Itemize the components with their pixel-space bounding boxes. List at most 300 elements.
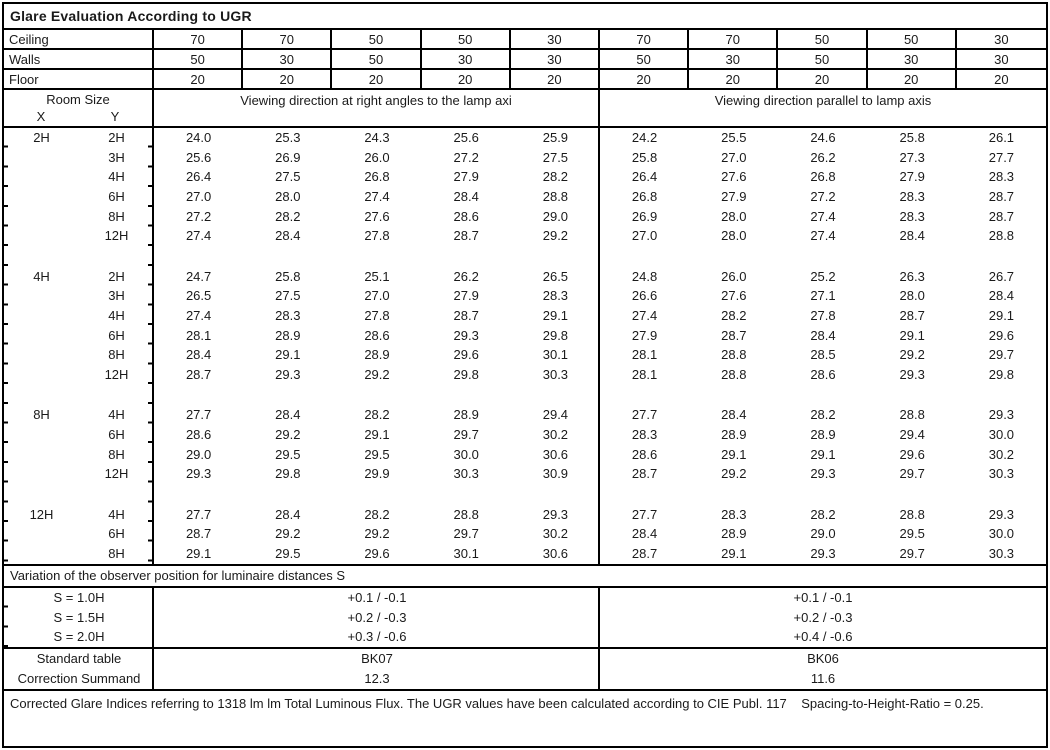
ugr-value: 29.1 — [364, 426, 390, 442]
ugr-value: 27.4 — [364, 189, 390, 205]
row-tick-marks-left — [4, 128, 8, 564]
block-gap — [4, 484, 1046, 505]
variation-left-value: +0.3 / -0.6 — [347, 629, 407, 645]
room-y-value: 4H — [108, 506, 125, 522]
variation-right-value: +0.1 / -0.1 — [793, 590, 853, 605]
ugr-value: 27.6 — [721, 288, 747, 304]
surface-value: 20 — [868, 70, 957, 88]
ugr-value: 29.3 — [988, 506, 1015, 522]
room-y-value: 12H — [104, 367, 129, 383]
ugr-value: 28.4 — [721, 407, 747, 423]
room-x-value — [4, 187, 79, 207]
ugr-table-row — [4, 128, 1046, 148]
ugr-value: 29.0 — [542, 208, 569, 224]
variation-section-divider-line — [598, 588, 600, 647]
surface-value: 70 — [689, 30, 778, 48]
surface-value: 20 — [332, 70, 421, 88]
variation-right-value: +0.4 / -0.6 — [793, 629, 853, 645]
surface-value: 20 — [778, 70, 867, 88]
ugr-table-row — [4, 544, 1046, 564]
ugr-value: 27.6 — [364, 208, 390, 224]
ugr-value: 27.5 — [542, 149, 569, 165]
ugr-value: 29.3 — [988, 407, 1015, 423]
room-y-value: 12H — [104, 466, 129, 482]
report-frame — [2, 2, 1048, 748]
ugr-value: 27.9 — [899, 169, 925, 185]
ugr-table-row — [4, 445, 1046, 465]
ugr-value: 28.7 — [631, 466, 658, 482]
ugr-value: 27.9 — [631, 327, 658, 343]
summary-left-value: BK07 — [361, 651, 393, 666]
ugr-value: 29.7 — [988, 347, 1015, 363]
ugr-value: 29.2 — [275, 426, 301, 442]
room-y-value: 8H — [108, 545, 125, 561]
ugr-value: 27.0 — [631, 228, 658, 244]
surface-row-label: Floor — [4, 70, 154, 88]
ugr-value: 28.3 — [899, 189, 925, 205]
ugr-value: 28.2 — [542, 169, 569, 185]
ugr-value: 24.0 — [185, 130, 212, 145]
room-y-value: 8H — [108, 347, 125, 363]
ugr-value: 27.0 — [721, 149, 747, 165]
ugr-value: 30.9 — [542, 466, 569, 482]
footer-note: Corrected Glare Indices referring to 1318 lm lm Total Luminous Flux. The UGR values have been calculated according to CIE Publ. 117 Spacing-to-Height-Ratio = 0.25. — [10, 696, 984, 711]
section-divider-line — [598, 128, 600, 564]
ugr-value: 26.8 — [364, 169, 390, 185]
surface-value: 30 — [511, 50, 600, 68]
ugr-value: 28.2 — [810, 506, 836, 522]
room-x-value — [4, 365, 79, 385]
right-section-header: Viewing direction parallel to lamp axis — [714, 93, 932, 108]
ugr-value: 27.7 — [631, 506, 658, 522]
summary-row — [4, 649, 1046, 669]
ugr-value: 27.8 — [810, 308, 836, 323]
ugr-value: 24.7 — [185, 268, 212, 284]
ugr-value: 30.6 — [542, 446, 569, 462]
ugr-value: 27.7 — [631, 407, 658, 423]
ugr-value: 24.2 — [631, 130, 658, 145]
ugr-value: 29.7 — [899, 545, 925, 561]
room-x-value — [4, 445, 79, 465]
surface-value: 50 — [778, 30, 867, 48]
ugr-value: 26.7 — [988, 268, 1015, 284]
ugr-value: 27.4 — [810, 208, 836, 224]
variation-rows — [4, 588, 1046, 649]
ugr-value: 28.7 — [721, 327, 747, 343]
ugr-value: 26.8 — [810, 169, 836, 185]
ugr-value: 28.6 — [364, 327, 390, 343]
ugr-value: 28.9 — [275, 327, 301, 343]
surface-value: 50 — [332, 50, 421, 68]
ugr-value: 28.4 — [275, 407, 301, 423]
ugr-value: 29.3 — [275, 367, 301, 383]
surface-value: 50 — [600, 50, 689, 68]
ugr-value: 25.8 — [899, 130, 925, 145]
summary-label-divider-line — [152, 649, 154, 689]
ugr-value: 28.2 — [364, 407, 390, 423]
ugr-value: 29.1 — [721, 545, 747, 561]
room-size-divider-line — [152, 128, 154, 564]
x-axis-label: X — [36, 109, 46, 124]
ugr-table-row — [4, 207, 1046, 227]
ugr-value: 28.6 — [185, 426, 212, 442]
ugr-value: 29.0 — [810, 526, 836, 542]
room-x-value: 2H — [33, 130, 50, 145]
ugr-value: 27.7 — [185, 407, 212, 423]
ugr-value: 28.4 — [810, 327, 836, 343]
ugr-rows — [4, 128, 1046, 564]
ugr-value: 29.3 — [899, 367, 925, 383]
ugr-value: 28.0 — [721, 208, 747, 224]
ugr-value: 28.7 — [185, 526, 212, 542]
ugr-value: 27.4 — [185, 308, 212, 323]
ugr-value: 28.8 — [453, 506, 479, 522]
ugr-value: 28.5 — [810, 347, 836, 363]
ugr-value: 29.1 — [988, 308, 1015, 323]
ugr-data-area — [4, 128, 1046, 566]
ugr-value: 27.4 — [631, 308, 658, 323]
ugr-table-row — [4, 167, 1046, 187]
ugr-table-row — [4, 267, 1046, 287]
surface-value: 30 — [868, 50, 957, 68]
ugr-value: 28.4 — [275, 228, 301, 244]
ugr-table-row — [4, 226, 1046, 246]
ugr-value: 26.4 — [185, 169, 212, 185]
ugr-value: 26.5 — [542, 268, 569, 284]
ugr-value: 30.3 — [542, 367, 569, 383]
room-size-header-cell — [4, 90, 154, 126]
room-x-value — [4, 524, 79, 544]
ugr-value: 30.6 — [542, 545, 569, 561]
ugr-value: 29.7 — [453, 426, 479, 442]
variation-label-divider-line — [152, 588, 154, 647]
ugr-value: 28.1 — [631, 347, 658, 363]
variation-row — [4, 627, 1046, 647]
ugr-value: 29.0 — [185, 446, 212, 462]
ugr-value: 28.3 — [988, 169, 1015, 185]
ugr-value: 29.9 — [364, 466, 390, 482]
ugr-value: 30.3 — [453, 466, 479, 482]
ugr-value: 29.6 — [899, 446, 925, 462]
ugr-table-row — [4, 286, 1046, 306]
ugr-value: 29.6 — [364, 545, 390, 561]
variation-label: S = 2.0H — [53, 629, 105, 645]
ugr-value: 25.6 — [185, 149, 212, 165]
surface-value: 20 — [243, 70, 332, 88]
surface-value: 30 — [689, 50, 778, 68]
ugr-value: 28.7 — [988, 189, 1015, 205]
ugr-table-row — [4, 345, 1046, 365]
ugr-value: 25.8 — [275, 268, 301, 284]
ugr-value: 24.3 — [364, 130, 390, 145]
ugr-value: 29.3 — [810, 545, 836, 561]
variation-row — [4, 608, 1046, 628]
ugr-value: 28.0 — [721, 228, 747, 244]
ugr-value: 29.2 — [364, 367, 390, 383]
ugr-value: 25.2 — [810, 268, 836, 284]
ugr-value: 28.8 — [899, 407, 925, 423]
ugr-value: 29.1 — [899, 327, 925, 343]
ugr-value: 24.8 — [631, 268, 658, 284]
ugr-value: 29.1 — [275, 347, 301, 363]
room-y-value: 2H — [108, 268, 125, 284]
ugr-value: 26.8 — [631, 189, 658, 205]
ugr-value: 28.2 — [364, 506, 390, 522]
ugr-value: 29.8 — [275, 466, 301, 482]
ugr-value: 28.9 — [453, 407, 479, 423]
variation-section-title: Variation of the observer position for luminaire distances S — [4, 566, 1046, 588]
ugr-value: 29.2 — [542, 228, 569, 244]
ugr-value: 26.0 — [364, 149, 390, 165]
ugr-value: 29.1 — [721, 446, 747, 462]
ugr-value: 26.2 — [453, 268, 479, 284]
room-y-value: 8H — [108, 208, 125, 224]
room-size-label: Room Size — [46, 92, 110, 107]
ugr-value: 27.9 — [453, 169, 479, 185]
ugr-value: 28.8 — [988, 228, 1015, 244]
surface-row-label: Ceiling — [4, 30, 154, 48]
ugr-value: 26.6 — [631, 288, 658, 304]
surface-value: 50 — [868, 30, 957, 48]
room-y-value: 3H — [108, 288, 125, 304]
room-x-value — [4, 207, 79, 227]
room-y-value: 4H — [108, 169, 125, 185]
ugr-value: 30.3 — [988, 545, 1015, 561]
ugr-value: 28.3 — [542, 288, 569, 304]
ugr-value: 24.6 — [810, 130, 836, 145]
room-y-value: 3H — [108, 149, 125, 165]
ugr-value: 28.7 — [899, 308, 925, 323]
ugr-value: 28.7 — [453, 228, 479, 244]
ugr-value: 28.8 — [721, 347, 747, 363]
ugr-table-row — [4, 505, 1046, 525]
ugr-value: 28.3 — [899, 208, 925, 224]
ugr-value: 29.5 — [899, 526, 925, 542]
ugr-value: 29.5 — [275, 545, 301, 561]
ugr-value: 28.6 — [453, 208, 479, 224]
ugr-value: 28.4 — [453, 189, 479, 205]
ugr-value: 29.4 — [899, 426, 925, 442]
ugr-value: 30.2 — [542, 426, 569, 442]
ugr-table-row — [4, 365, 1046, 385]
ugr-value: 26.0 — [721, 268, 747, 284]
summary-right-value: 11.6 — [810, 671, 836, 686]
surface-value: 20 — [689, 70, 778, 88]
ugr-value: 28.2 — [275, 208, 301, 224]
ugr-value: 30.0 — [988, 426, 1015, 442]
ugr-value: 29.7 — [453, 526, 479, 542]
room-x-value — [4, 167, 79, 187]
surface-value: 30 — [422, 50, 511, 68]
ugr-value: 26.2 — [810, 149, 836, 165]
room-y-value: 12H — [104, 228, 129, 244]
ugr-value: 27.7 — [185, 506, 212, 522]
room-y-value: 4H — [108, 308, 125, 323]
ugr-value: 25.3 — [275, 130, 301, 145]
summary-label: Correction Summand — [17, 671, 141, 686]
ugr-value: 29.6 — [453, 347, 479, 363]
room-y-value: 8H — [108, 446, 125, 462]
ugr-value: 30.0 — [988, 526, 1015, 542]
ugr-value: 26.5 — [185, 288, 212, 304]
room-x-value — [4, 306, 79, 326]
ugr-table-row — [4, 524, 1046, 544]
variation-label: S = 1.0H — [53, 590, 105, 605]
ugr-table-row — [4, 405, 1046, 425]
surface-value: 30 — [994, 31, 1009, 47]
table-header-row — [4, 90, 1046, 128]
ugr-value: 28.2 — [810, 407, 836, 423]
block-gap — [4, 385, 1046, 406]
summary-row — [4, 669, 1046, 689]
ugr-value: 28.7 — [988, 208, 1015, 224]
surface-value: 20 — [154, 70, 243, 88]
ugr-value: 28.6 — [810, 367, 836, 383]
ugr-value: 28.2 — [721, 308, 747, 323]
ugr-value: 30.2 — [988, 446, 1015, 462]
surface-row — [4, 50, 1046, 70]
summary-section-divider-line — [598, 649, 600, 689]
ugr-value: 29.8 — [988, 367, 1015, 383]
surface-value: 30 — [994, 51, 1009, 67]
ugr-value: 28.3 — [631, 426, 658, 442]
room-x-value — [4, 148, 79, 168]
ugr-value: 29.8 — [542, 327, 569, 343]
ugr-value: 27.2 — [185, 208, 212, 224]
ugr-value: 27.8 — [364, 228, 390, 244]
room-x-value: 8H — [33, 407, 50, 423]
ugr-table-row — [4, 148, 1046, 168]
ugr-value: 26.4 — [631, 169, 658, 185]
ugr-value: 25.5 — [721, 130, 747, 145]
ugr-value: 28.4 — [631, 526, 658, 542]
ugr-value: 27.2 — [453, 149, 479, 165]
ugr-table-row — [4, 464, 1046, 484]
ugr-value: 27.4 — [810, 228, 836, 244]
room-x-value — [4, 286, 79, 306]
ugr-value: 27.0 — [364, 288, 390, 304]
ugr-value: 29.5 — [364, 446, 390, 462]
ugr-value: 28.9 — [810, 426, 836, 442]
ugr-value: 29.3 — [453, 327, 479, 343]
ugr-value: 30.1 — [453, 545, 479, 561]
ugr-value: 27.4 — [185, 228, 212, 244]
ugr-value: 30.1 — [542, 347, 569, 363]
room-x-value — [4, 326, 79, 346]
ugr-value: 29.2 — [275, 526, 301, 542]
ugr-value: 28.3 — [275, 308, 301, 323]
ugr-value: 26.1 — [988, 130, 1015, 145]
summary-right-value: BK06 — [807, 651, 839, 666]
ugr-value: 28.6 — [631, 446, 658, 462]
ugr-value: 28.8 — [721, 367, 747, 383]
ugr-table-row — [4, 425, 1046, 445]
ugr-value: 29.3 — [185, 466, 212, 482]
surface-value: 70 — [154, 30, 243, 48]
room-x-value — [4, 425, 79, 445]
surface-value: 30 — [243, 50, 332, 68]
ugr-value: 29.8 — [453, 367, 479, 383]
ugr-value: 27.2 — [810, 189, 836, 205]
summary-left-value: 12.3 — [364, 671, 390, 686]
room-x-value: 12H — [29, 506, 54, 522]
variation-left-value: +0.1 / -0.1 — [347, 590, 407, 605]
surface-row — [4, 70, 1046, 90]
room-y-value: 2H — [108, 130, 125, 145]
ugr-value: 29.3 — [542, 506, 569, 522]
ugr-value: 26.3 — [899, 268, 925, 284]
room-size-axis-labels — [4, 108, 152, 126]
ugr-value: 27.7 — [988, 149, 1015, 165]
ugr-value: 26.9 — [631, 208, 658, 224]
ugr-value: 28.0 — [275, 189, 301, 205]
ugr-table-row — [4, 326, 1046, 346]
ugr-value: 30.2 — [542, 526, 569, 542]
surface-value: 20 — [600, 70, 689, 88]
variation-right-value: +0.2 / -0.3 — [793, 609, 853, 625]
variation-tick-marks-left — [4, 588, 8, 647]
ugr-value: 26.9 — [275, 149, 301, 165]
surface-value: 20 — [994, 71, 1009, 87]
ugr-value: 29.3 — [810, 466, 836, 482]
ugr-value: 29.7 — [899, 466, 925, 482]
ugr-value: 28.8 — [542, 189, 569, 205]
ugr-value: 25.9 — [542, 130, 569, 145]
ugr-value: 29.5 — [275, 446, 301, 462]
room-x-value — [4, 226, 79, 246]
ugr-value: 27.8 — [364, 308, 390, 323]
ugr-value: 28.1 — [631, 367, 658, 383]
ugr-value: 29.2 — [899, 347, 925, 363]
surface-value: 20 — [422, 70, 511, 88]
ugr-value: 30.0 — [453, 446, 479, 462]
ugr-value: 27.1 — [810, 288, 836, 304]
ugr-value: 27.0 — [185, 189, 212, 205]
ugr-value: 28.4 — [899, 228, 925, 244]
ugr-value: 28.7 — [631, 545, 658, 561]
surface-value: 50 — [778, 50, 867, 68]
ugr-value: 30.3 — [988, 466, 1015, 482]
ugr-value: 29.2 — [364, 526, 390, 542]
room-x-value — [4, 464, 79, 484]
surface-row-label: Walls — [4, 50, 154, 68]
surface-value: 30 — [511, 30, 600, 48]
surface-value: 50 — [422, 30, 511, 48]
room-x-value: 4H — [33, 268, 50, 284]
room-y-value: 6H — [108, 327, 125, 343]
left-section-header: Viewing direction at right angles to the lamp axi — [154, 90, 600, 126]
surface-rows — [4, 30, 1046, 90]
ugr-value: 29.1 — [810, 446, 836, 462]
room-y-value: 6H — [108, 526, 125, 542]
y-axis-label: Y — [110, 109, 120, 124]
ugr-value: 27.3 — [899, 149, 925, 165]
surface-value: 70 — [243, 30, 332, 48]
summary-rows — [4, 649, 1046, 691]
ugr-value: 28.3 — [721, 506, 747, 522]
report-title: Glare Evaluation According to UGR — [4, 4, 1046, 30]
ugr-value: 29.1 — [185, 545, 212, 561]
ugr-value: 25.6 — [453, 130, 479, 145]
variation-row — [4, 588, 1046, 608]
room-y-value: 6H — [108, 426, 125, 442]
surface-value: 20 — [511, 70, 600, 88]
ugr-value: 29.2 — [721, 466, 747, 482]
surface-value: 50 — [332, 30, 421, 48]
surface-value: 50 — [154, 50, 243, 68]
ugr-value: 29.6 — [988, 327, 1015, 343]
ugr-value: 29.1 — [542, 308, 569, 323]
